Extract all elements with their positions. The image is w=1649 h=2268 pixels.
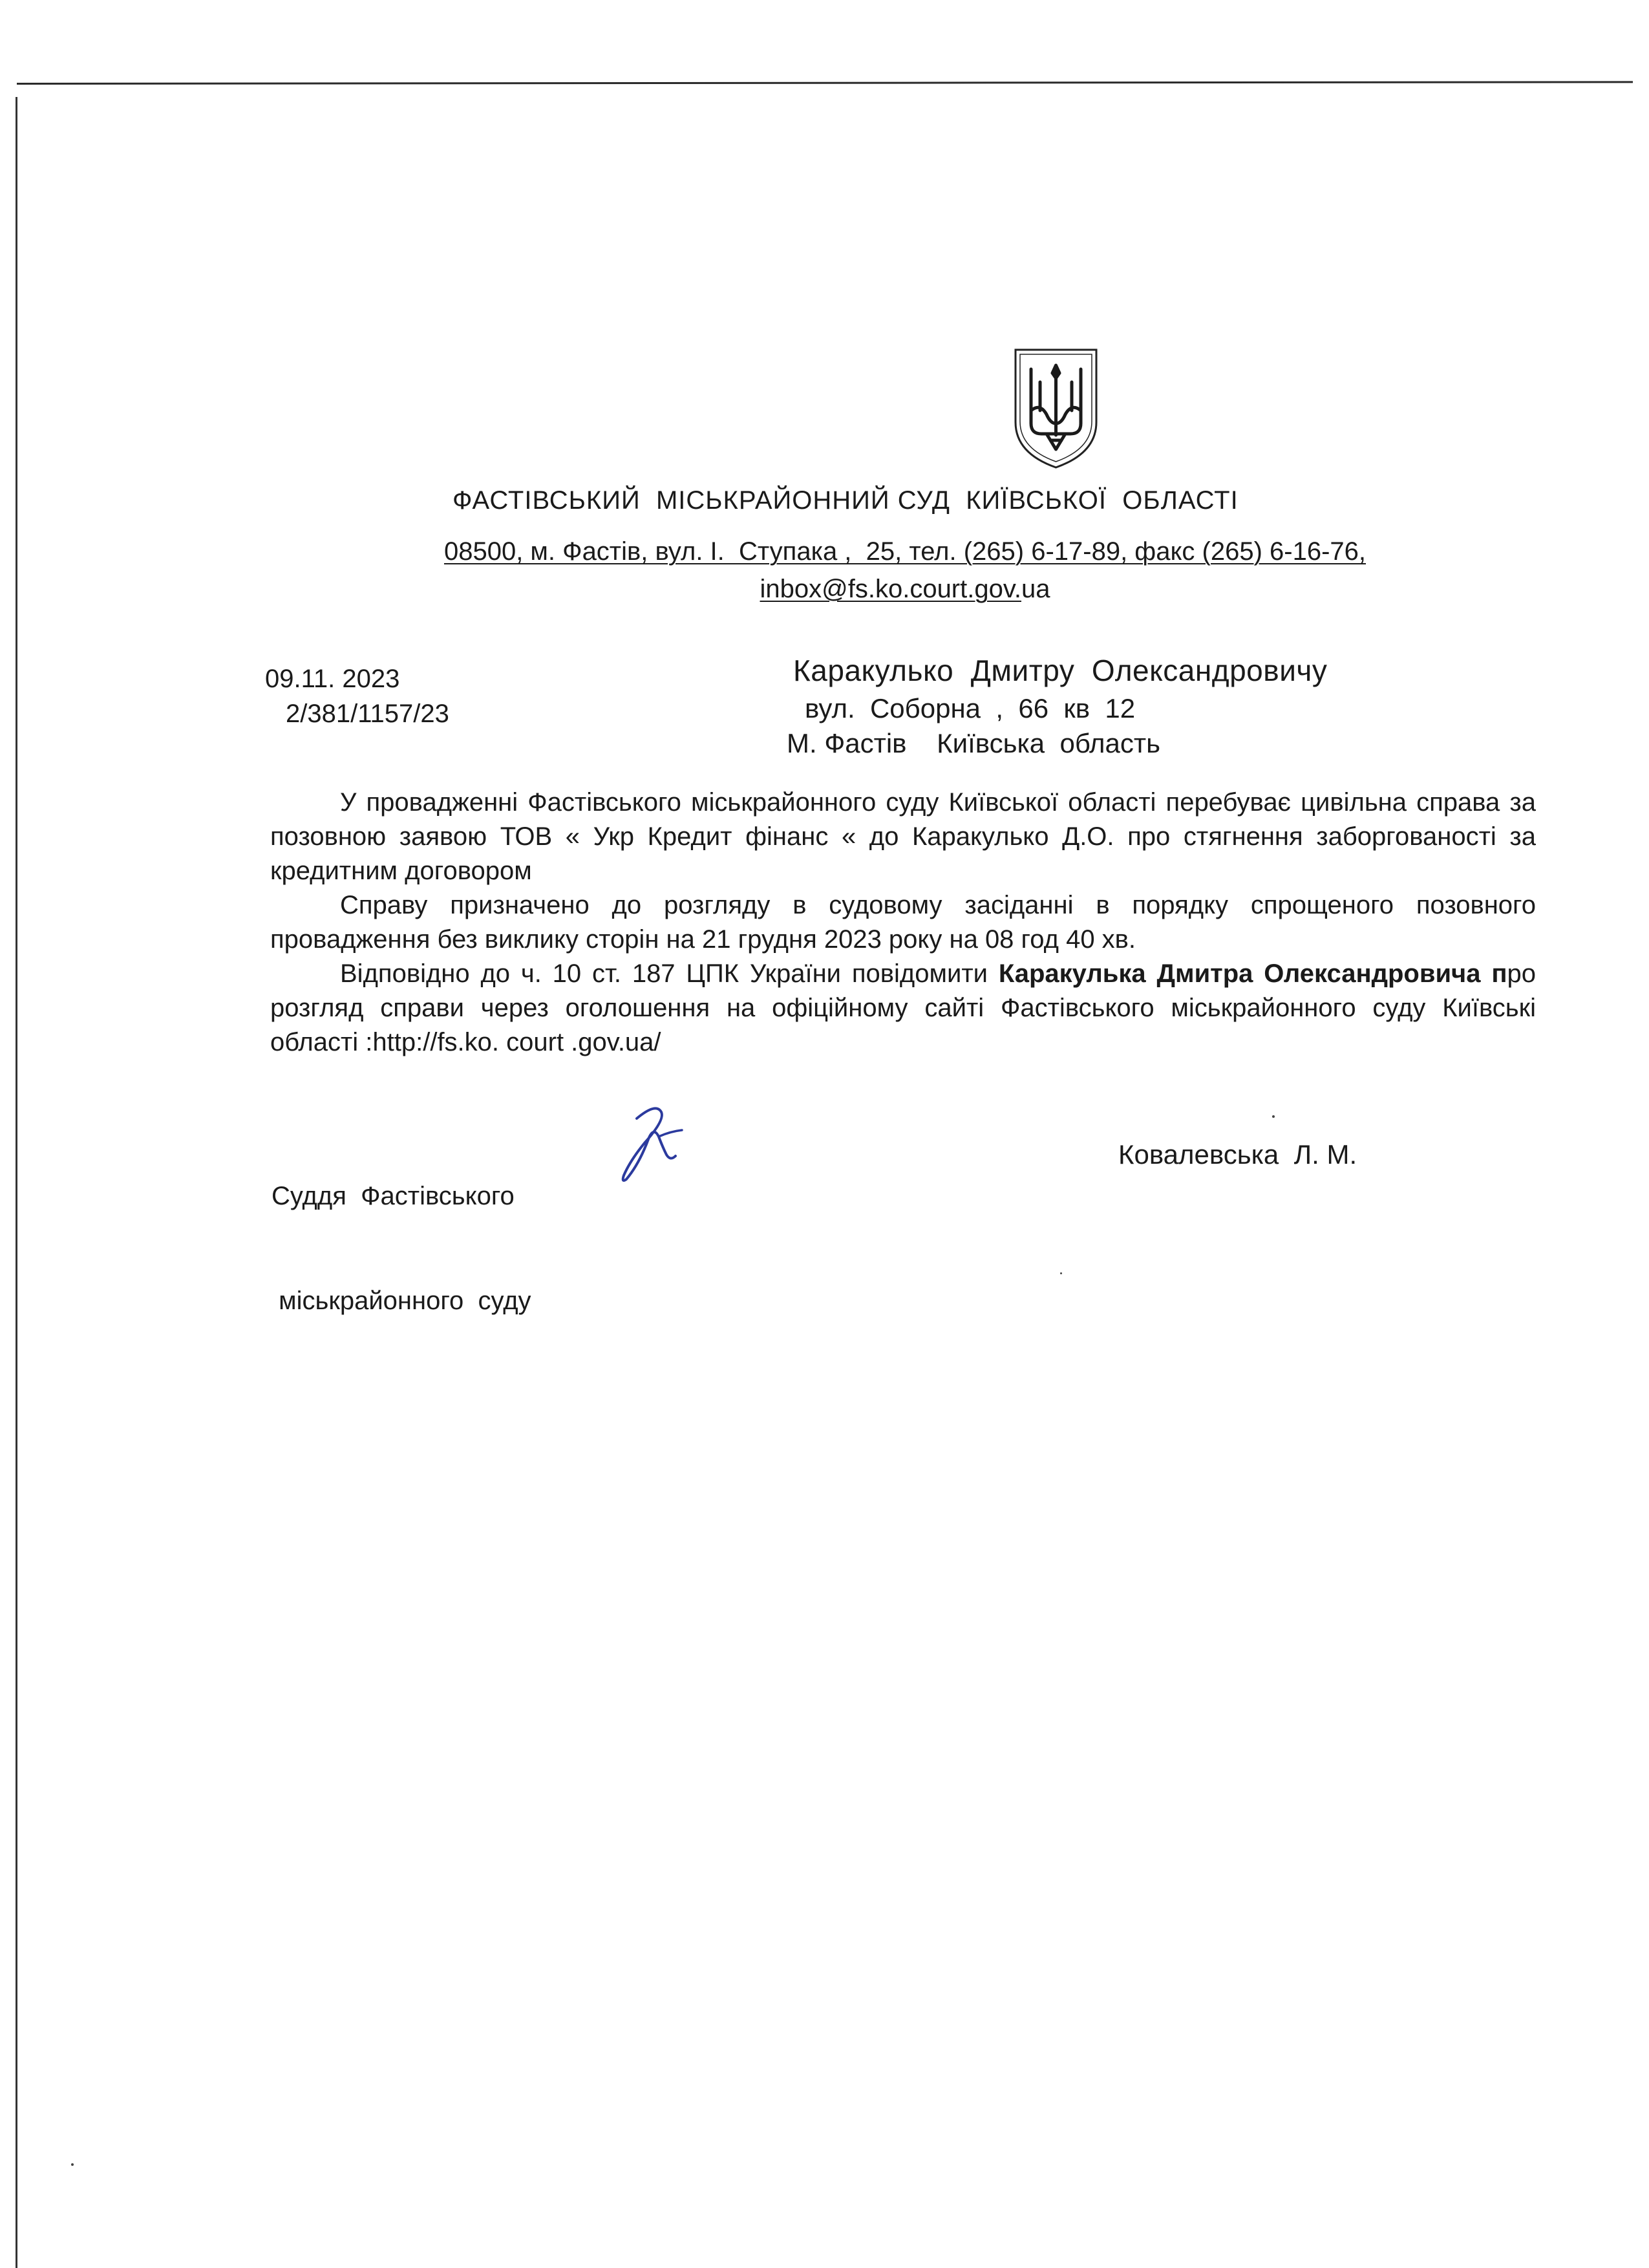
document-date: 09.11. 2023: [265, 665, 400, 693]
case-number: 2/381/1157/23: [286, 700, 449, 728]
paragraph-hearing: Справу призначено до розгляду в судовому засіданні в порядку спрощеного позовного провадження без виклику сторін на 21 грудня 2023 року на 08 год 40 хв.: [270, 891, 1536, 954]
scan-edge-left: [16, 97, 17, 2268]
judge-title: [271, 1109, 531, 1353]
notice-lead: Відповідно до ч. 10 ст. 187 ЦПК України повідомити: [340, 959, 999, 988]
scan-edge-top: [17, 81, 1633, 85]
paragraph-case-info: У провадженні Фастівського міськрайонного суду Київської області перебуває цивільна справа за позовною заявою ТОВ « Укр Кредит фінанс « до Каракулько Д.О. про стягнення заборгованості за кредитним договором: [270, 788, 1536, 885]
judge-name: Ковалевська Л. М.: [1118, 1139, 1357, 1170]
court-contacts: [362, 533, 1448, 608]
notice-bold-name: Каракулька Дмитра Олександровича п: [998, 959, 1507, 988]
recipient-city: М. Фастів Київська область: [787, 728, 1160, 758]
judge-title-line2: міськрайонного суду: [271, 1287, 531, 1315]
handwritten-signature: [611, 1099, 692, 1186]
scan-speck: [1060, 1272, 1062, 1274]
judge-title-line1: Суддя Фастівського: [271, 1182, 515, 1210]
recipient-name: Каракулько Дмитру Олександровичу: [793, 654, 1328, 687]
coat-of-arms-icon: [1012, 346, 1100, 470]
court-email-link[interactable]: inbox@fs.ko.court.gov.: [760, 575, 1021, 603]
court-email: [362, 570, 1448, 608]
recipient-street: вул. Соборна , 66 кв 12: [805, 693, 1136, 723]
scan-speck: [1272, 1115, 1275, 1118]
notice-rest: ро розгляд справи через оголошення на офіційному сайті Фастівського міськрайонного суду Київські області :http://fs.ko. court .gov.ua/: [270, 959, 1536, 1056]
scan-speck: [71, 2163, 74, 2166]
court-email-suffix: ua: [1021, 575, 1050, 603]
paragraph-notice: [270, 957, 1536, 1060]
letter-body: [270, 786, 1536, 1060]
court-name: ФАСТІВСЬКИЙ МІСЬКРАЙОННИЙ СУД КИЇВСЬКОЇ ОБЛАСТІ: [452, 486, 1239, 515]
court-address: 08500, м. Фастів, вул. І. Ступака , 25, тел. (265) 6-17-89, факс (265) 6-16-76,: [443, 537, 1367, 566]
